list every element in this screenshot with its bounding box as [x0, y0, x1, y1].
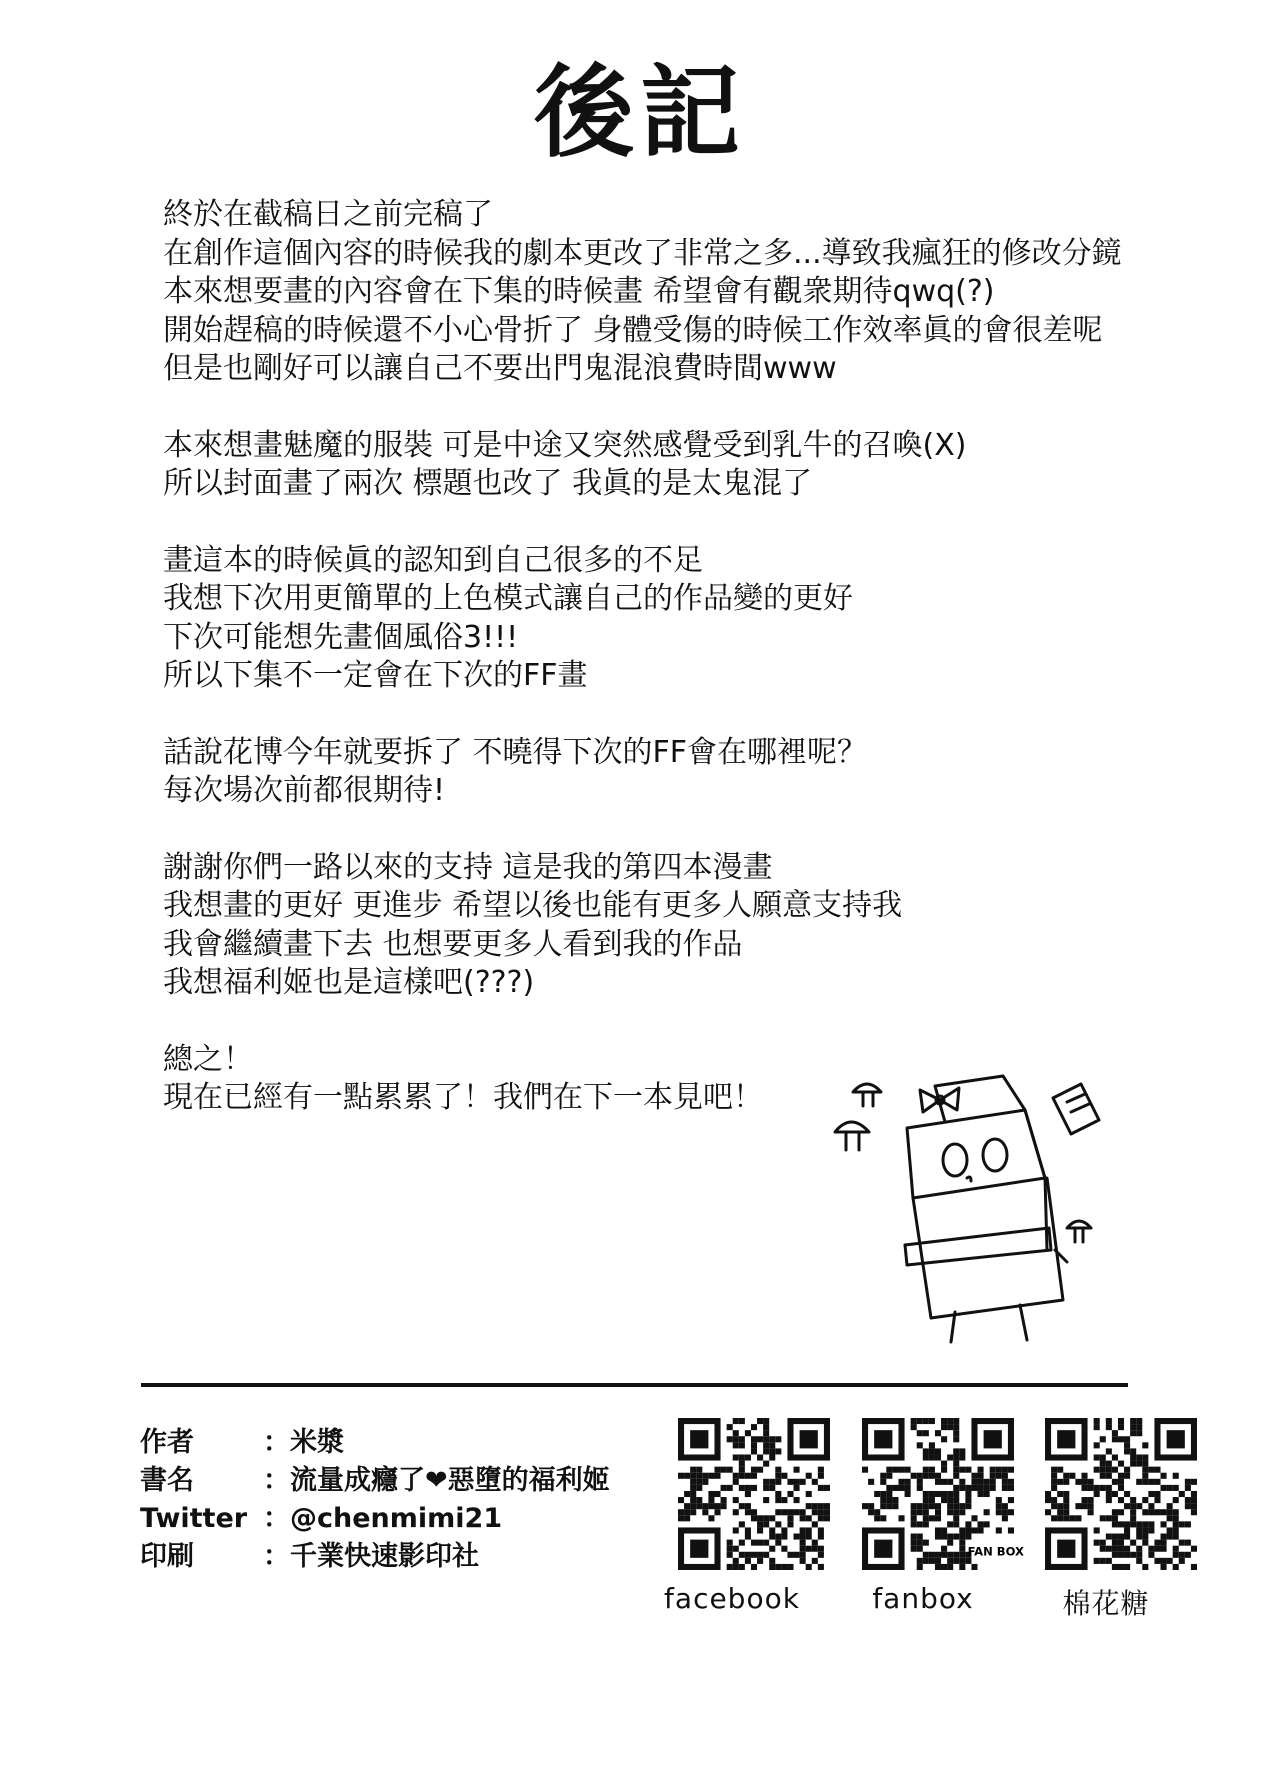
- text-line: 終於在截稿日之前完稿了: [163, 197, 493, 232]
- credit-row: [140, 1462, 680, 1500]
- credit-label: 作者: [140, 1427, 194, 1458]
- paragraph: [163, 542, 1163, 696]
- text-line: 我想下次用更簡單的上色模式讓自己的作品變的更好: [163, 581, 853, 616]
- milk-carton-mascot-icon: [835, 1050, 1110, 1350]
- text-line: 我會繼續畫下去 也想要更多人看到我的作品: [163, 926, 743, 962]
- text-line: 本來想要畫的內容會在下集的時候畫 希望會有觀衆期待qwq(?): [163, 274, 995, 309]
- divider: [141, 1383, 1128, 1387]
- page-title: 後記: [534, 54, 746, 171]
- credit-label: 書名: [140, 1465, 194, 1496]
- marshmallow-qr-code[interactable]: [1045, 1418, 1197, 1570]
- paragraph: [163, 427, 1163, 504]
- text-line: 謝謝你們一路以來的支持 這是我的第四本漫畫: [163, 849, 773, 885]
- text-line: 畫這本的時候眞的認知到自己很多的不足: [163, 542, 703, 578]
- text-line: 我想畫的更好 更進步 希望以後也能有更多人願意支持我: [163, 888, 903, 923]
- text-line: 在創作這個內容的時候我的劇本更改了非常之多...導致我瘋狂的修改分鏡: [163, 235, 1122, 271]
- marshmallow-qr-label: 棉花糖: [1062, 1587, 1150, 1620]
- credit-value: ：@chenmimi21: [263, 1503, 503, 1534]
- text-line: 本來想畫魅魔的服裝 可是中途又突然感覺受到乳牛的召喚(X): [163, 427, 967, 463]
- credit-value: ：米漿: [263, 1427, 344, 1458]
- fanbox-qr-code[interactable]: [862, 1418, 1024, 1570]
- fanbox-badge: FAN BOX: [967, 1544, 1024, 1559]
- paragraph: [163, 734, 1163, 811]
- paragraph: [163, 196, 1163, 389]
- text-line: 所以封面畫了兩次 標題也改了 我眞的是太鬼混了: [163, 466, 813, 501]
- credits-block: [140, 1424, 680, 1576]
- text-line: 開始趕稿的時候還不小心骨折了 身體受傷的時候工作效率眞的會很差呢: [163, 312, 1103, 348]
- text-line: 現在已經有一點累累了！我們在下一本見吧！: [163, 1080, 763, 1115]
- afterword-body: [163, 196, 1163, 1156]
- fanbox-qr-label: fanbox: [872, 1582, 974, 1615]
- text-line: 話說花博今年就要拆了 不曉得下次的FF會在哪裡呢？: [163, 734, 868, 770]
- text-line: 總之！: [163, 1041, 253, 1077]
- credit-row: [140, 1538, 680, 1576]
- credit-row: [140, 1424, 680, 1462]
- text-line: 下次可能想先畫個風俗3!!!: [163, 619, 519, 655]
- credit-row: [140, 1500, 680, 1538]
- credit-label: 印刷: [140, 1541, 194, 1572]
- credit-value: ：流量成癮了❤惡墮的福利姬: [263, 1465, 610, 1496]
- facebook-qr-label: facebook: [664, 1582, 800, 1615]
- text-line: 但是也剛好可以讓自己不要出門鬼混浪費時間www: [163, 351, 837, 386]
- credit-label: Twitter: [140, 1503, 248, 1534]
- credit-value: ：千業快速影印社: [263, 1541, 479, 1572]
- text-line: 我想福利姬也是這樣吧(???): [163, 965, 535, 1000]
- paragraph: [163, 849, 1163, 1003]
- facebook-qr-code[interactable]: [678, 1418, 830, 1570]
- text-line: 所以下集不一定會在下次的FF畫: [163, 658, 588, 693]
- text-line: 每次場次前都很期待!: [163, 773, 446, 808]
